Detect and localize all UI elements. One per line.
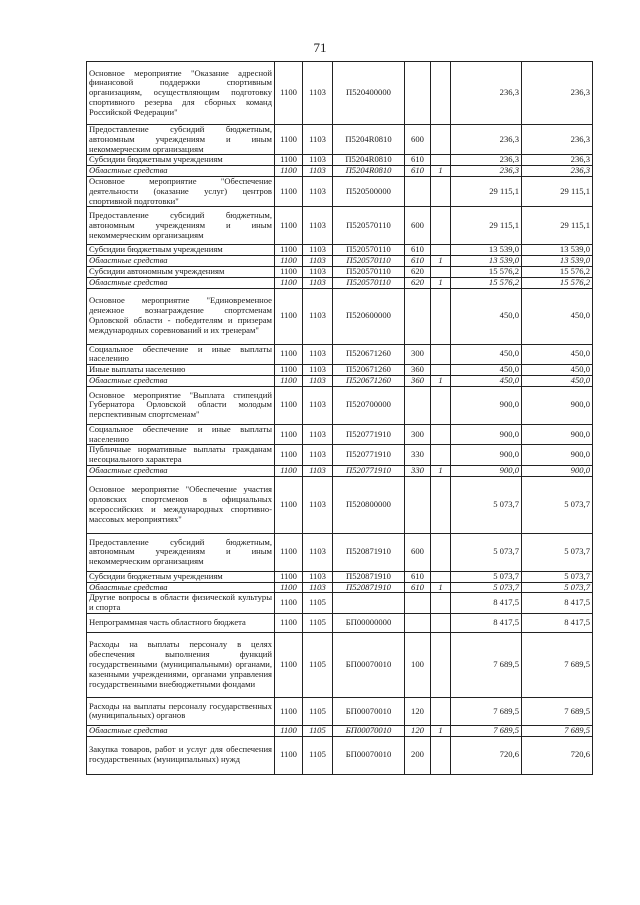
row-name: Предоставление субсидий бюджетным, автономным учреждениям и иным некоммерческим организациям (87, 533, 275, 571)
funding-source-code (431, 445, 451, 466)
section-code: 1100 (275, 593, 303, 614)
table-row (87, 344, 593, 365)
table-row (87, 571, 593, 582)
table-row (87, 582, 593, 593)
funding-source-code (431, 593, 451, 614)
subsection-code: 1103 (303, 166, 333, 177)
funding-source-code: 1 (431, 375, 451, 386)
subsection-code: 1103 (303, 155, 333, 166)
row-name: Публичные нормативные выплаты гражданам несоциального характера (87, 445, 275, 466)
target-article-code: П5204R0810 (333, 125, 405, 155)
expense-type-code: 200 (405, 736, 431, 774)
expense-type-code (405, 176, 431, 206)
row-name: Основное мероприятие "Оказание адресной финансовой поддержки спортивным организациям, осуществляющим подготовку спортивного резерва для сборных команд Российской Федерации" (87, 62, 275, 125)
funding-source-code (431, 365, 451, 376)
table-row (87, 613, 593, 632)
amount-2: 900,0 (522, 445, 593, 466)
expense-type-code (405, 613, 431, 632)
section-code: 1100 (275, 533, 303, 571)
row-name: Другие вопросы в области физической культуры и спорта (87, 593, 275, 614)
funding-source-code: 1 (431, 166, 451, 177)
row-name: Субсидии автономным учреждениям (87, 266, 275, 277)
expense-type-code: 610 (405, 582, 431, 593)
row-name: Социальное обеспечение и иные выплаты населению (87, 344, 275, 365)
target-article-code: БП00070010 (333, 736, 405, 774)
table-row (87, 125, 593, 155)
target-article-code: П520500000 (333, 176, 405, 206)
target-article-code: П520800000 (333, 476, 405, 533)
subsection-code: 1103 (303, 288, 333, 344)
amount-1: 236,3 (451, 62, 522, 125)
subsection-code: 1103 (303, 386, 333, 424)
amount-1: 450,0 (451, 375, 522, 386)
expense-type-code (405, 386, 431, 424)
funding-source-code (431, 125, 451, 155)
table-row (87, 62, 593, 125)
section-code: 1100 (275, 155, 303, 166)
amount-2: 5 073,7 (522, 476, 593, 533)
expense-type-code: 610 (405, 571, 431, 582)
expense-type-code (405, 593, 431, 614)
table-row (87, 465, 593, 476)
table-row (87, 476, 593, 533)
section-code: 1100 (275, 582, 303, 593)
funding-source-code (431, 424, 451, 445)
expense-type-code: 360 (405, 375, 431, 386)
funding-source-code (431, 245, 451, 256)
table-row (87, 736, 593, 774)
subsection-code: 1105 (303, 697, 333, 725)
expense-type-code: 610 (405, 256, 431, 267)
expense-type-code: 120 (405, 725, 431, 736)
expense-type-code: 300 (405, 344, 431, 365)
expense-type-code: 600 (405, 207, 431, 245)
table-row (87, 424, 593, 445)
amount-1: 29 115,1 (451, 176, 522, 206)
section-code: 1100 (275, 176, 303, 206)
amount-1: 7 689,5 (451, 697, 522, 725)
target-article-code: П520771910 (333, 445, 405, 466)
table-row (87, 277, 593, 288)
row-name: Областные средства (87, 465, 275, 476)
amount-2: 29 115,1 (522, 207, 593, 245)
target-article-code: П5204R0810 (333, 166, 405, 177)
expense-type-code: 620 (405, 277, 431, 288)
funding-source-code: 1 (431, 582, 451, 593)
amount-2: 5 073,7 (522, 533, 593, 571)
amount-2: 900,0 (522, 386, 593, 424)
expense-type-code (405, 288, 431, 344)
funding-source-code (431, 288, 451, 344)
funding-source-code: 1 (431, 277, 451, 288)
target-article-code: П5204R0810 (333, 155, 405, 166)
amount-2: 236,3 (522, 62, 593, 125)
target-article-code: БП00070010 (333, 725, 405, 736)
target-article-code: П520570110 (333, 256, 405, 267)
target-article-code: П520671260 (333, 375, 405, 386)
table-row (87, 365, 593, 376)
table-row (87, 207, 593, 245)
funding-source-code (431, 207, 451, 245)
row-name: Непрограммная часть областного бюджета (87, 613, 275, 632)
funding-source-code (431, 62, 451, 125)
expense-type-code: 100 (405, 632, 431, 697)
amount-2: 236,3 (522, 166, 593, 177)
row-name: Областные средства (87, 256, 275, 267)
section-code: 1100 (275, 62, 303, 125)
table-row (87, 386, 593, 424)
amount-2: 450,0 (522, 288, 593, 344)
amount-2: 720,6 (522, 736, 593, 774)
section-code: 1100 (275, 736, 303, 774)
amount-1: 900,0 (451, 386, 522, 424)
amount-1: 29 115,1 (451, 207, 522, 245)
table-row (87, 533, 593, 571)
target-article-code: БП00000000 (333, 613, 405, 632)
subsection-code: 1105 (303, 613, 333, 632)
table-row (87, 697, 593, 725)
expense-type-code (405, 476, 431, 533)
subsection-code: 1103 (303, 465, 333, 476)
section-code: 1100 (275, 344, 303, 365)
row-name: Областные средства (87, 375, 275, 386)
amount-1: 15 576,2 (451, 277, 522, 288)
row-name: Основное мероприятие "Единовременное денежное вознаграждение спортсменам Орловской области - победителям и призерам международных соревнований и их тренерам" (87, 288, 275, 344)
expense-type-code: 300 (405, 424, 431, 445)
amount-1: 7 689,5 (451, 632, 522, 697)
funding-source-code: 1 (431, 465, 451, 476)
subsection-code: 1103 (303, 533, 333, 571)
amount-2: 13 539,0 (522, 245, 593, 256)
amount-2: 15 576,2 (522, 277, 593, 288)
target-article-code: П520570110 (333, 266, 405, 277)
amount-2: 7 689,5 (522, 697, 593, 725)
funding-source-code (431, 613, 451, 632)
amount-1: 5 073,7 (451, 571, 522, 582)
funding-source-code (431, 736, 451, 774)
target-article-code: П520570110 (333, 245, 405, 256)
expense-type-code: 610 (405, 155, 431, 166)
target-article-code: П520671260 (333, 344, 405, 365)
amount-1: 15 576,2 (451, 266, 522, 277)
row-name: Областные средства (87, 277, 275, 288)
target-article-code: П520771910 (333, 465, 405, 476)
section-code: 1100 (275, 245, 303, 256)
row-name: Областные средства (87, 582, 275, 593)
amount-1: 5 073,7 (451, 582, 522, 593)
expense-type-code: 330 (405, 465, 431, 476)
row-name: Областные средства (87, 725, 275, 736)
row-name: Иные выплаты населению (87, 365, 275, 376)
target-article-code: П520871910 (333, 533, 405, 571)
section-code: 1100 (275, 266, 303, 277)
amount-2: 13 539,0 (522, 256, 593, 267)
amount-2: 8 417,5 (522, 593, 593, 614)
amount-2: 5 073,7 (522, 571, 593, 582)
row-name: Закупка товаров, работ и услуг для обеспечения государственных (муниципальных) нужд (87, 736, 275, 774)
row-name: Основное мероприятие "Обеспечение участия орловских спортсменов в официальных всероссийских и международных спортивно-массовых мероприятиях" (87, 476, 275, 533)
row-name: Основное мероприятие "Выплата стипендий Губернатора Орловской области молодым перспективным спортсменам" (87, 386, 275, 424)
section-code: 1100 (275, 613, 303, 632)
amount-1: 13 539,0 (451, 256, 522, 267)
row-name: Субсидии бюджетным учреждениям (87, 571, 275, 582)
subsection-code: 1105 (303, 632, 333, 697)
funding-source-code (431, 266, 451, 277)
amount-2: 236,3 (522, 155, 593, 166)
target-article-code: П520871910 (333, 582, 405, 593)
section-code: 1100 (275, 256, 303, 267)
subsection-code: 1103 (303, 277, 333, 288)
table-row (87, 375, 593, 386)
expense-type-code: 600 (405, 125, 431, 155)
section-code: 1100 (275, 725, 303, 736)
subsection-code: 1103 (303, 62, 333, 125)
amount-1: 236,3 (451, 166, 522, 177)
section-code: 1100 (275, 424, 303, 445)
table-row (87, 725, 593, 736)
table-row (87, 245, 593, 256)
row-name: Субсидии бюджетным учреждениям (87, 155, 275, 166)
subsection-code: 1103 (303, 207, 333, 245)
table-row (87, 256, 593, 267)
subsection-code: 1105 (303, 593, 333, 614)
subsection-code: 1103 (303, 476, 333, 533)
amount-2: 8 417,5 (522, 613, 593, 632)
table-row (87, 266, 593, 277)
expense-type-code: 330 (405, 445, 431, 466)
amount-1: 7 689,5 (451, 725, 522, 736)
subsection-code: 1103 (303, 424, 333, 445)
expense-type-code: 360 (405, 365, 431, 376)
row-name: Субсидии бюджетным учреждениям (87, 245, 275, 256)
expense-type-code (405, 62, 431, 125)
amount-1: 450,0 (451, 344, 522, 365)
section-code: 1100 (275, 445, 303, 466)
amount-1: 450,0 (451, 288, 522, 344)
table-row (87, 632, 593, 697)
page-number: 71 (313, 40, 327, 55)
section-code: 1100 (275, 207, 303, 245)
section-code: 1100 (275, 697, 303, 725)
subsection-code: 1103 (303, 582, 333, 593)
subsection-code: 1103 (303, 375, 333, 386)
funding-source-code (431, 533, 451, 571)
amount-2: 450,0 (522, 365, 593, 376)
amount-2: 7 689,5 (522, 725, 593, 736)
row-name: Предоставление субсидий бюджетным, автономным учреждениям и иным некоммерческим организациям (87, 125, 275, 155)
table-row (87, 176, 593, 206)
expense-type-code: 620 (405, 266, 431, 277)
amount-2: 450,0 (522, 375, 593, 386)
section-code: 1100 (275, 476, 303, 533)
amount-2: 7 689,5 (522, 632, 593, 697)
amount-1: 900,0 (451, 424, 522, 445)
target-article-code: П520871910 (333, 571, 405, 582)
section-code: 1100 (275, 125, 303, 155)
amount-2: 15 576,2 (522, 266, 593, 277)
target-article-code: П520400000 (333, 62, 405, 125)
subsection-code: 1105 (303, 736, 333, 774)
amount-2: 29 115,1 (522, 176, 593, 206)
amount-2: 236,3 (522, 125, 593, 155)
table-row (87, 593, 593, 614)
amount-1: 900,0 (451, 445, 522, 466)
subsection-code: 1103 (303, 365, 333, 376)
subsection-code: 1103 (303, 266, 333, 277)
amount-2: 900,0 (522, 424, 593, 445)
section-code: 1100 (275, 166, 303, 177)
table-row (87, 155, 593, 166)
funding-source-code (431, 632, 451, 697)
amount-1: 5 073,7 (451, 533, 522, 571)
amount-1: 450,0 (451, 365, 522, 376)
funding-source-code (431, 386, 451, 424)
subsection-code: 1103 (303, 245, 333, 256)
subsection-code: 1103 (303, 344, 333, 365)
target-article-code: БП00070010 (333, 632, 405, 697)
amount-1: 236,3 (451, 125, 522, 155)
row-name: Социальное обеспечение и иные выплаты населению (87, 424, 275, 445)
target-article-code: П520600000 (333, 288, 405, 344)
section-code: 1100 (275, 288, 303, 344)
amount-2: 450,0 (522, 344, 593, 365)
section-code: 1100 (275, 465, 303, 476)
section-code: 1100 (275, 375, 303, 386)
funding-source-code (431, 697, 451, 725)
section-code: 1100 (275, 632, 303, 697)
funding-source-code (431, 571, 451, 582)
target-article-code: БП00070010 (333, 697, 405, 725)
subsection-code: 1103 (303, 445, 333, 466)
amount-1: 13 539,0 (451, 245, 522, 256)
expense-type-code: 600 (405, 533, 431, 571)
row-name: Расходы на выплаты персоналу в целях обеспечения выполнения функций государственными (муниципальными) органами, казенными учреждениями, органами управления государственными внебюджетными фондами (87, 632, 275, 697)
target-article-code: П520700000 (333, 386, 405, 424)
table-row (87, 288, 593, 344)
subsection-code: 1103 (303, 571, 333, 582)
target-article-code: П520570110 (333, 207, 405, 245)
row-name: Областные средства (87, 166, 275, 177)
table-row (87, 445, 593, 466)
expense-type-code: 120 (405, 697, 431, 725)
funding-source-code (431, 344, 451, 365)
section-code: 1100 (275, 365, 303, 376)
budget-table (86, 61, 593, 775)
target-article-code: П520771910 (333, 424, 405, 445)
funding-source-code (431, 476, 451, 533)
amount-1: 720,6 (451, 736, 522, 774)
section-code: 1100 (275, 386, 303, 424)
amount-1: 900,0 (451, 465, 522, 476)
funding-source-code (431, 176, 451, 206)
expense-type-code: 610 (405, 166, 431, 177)
section-code: 1100 (275, 277, 303, 288)
row-name: Расходы на выплаты персоналу государственных (муниципальных) органов (87, 697, 275, 725)
amount-2: 900,0 (522, 465, 593, 476)
subsection-code: 1103 (303, 176, 333, 206)
target-article-code: П520671260 (333, 365, 405, 376)
target-article-code: П520570110 (333, 277, 405, 288)
amount-1: 236,3 (451, 155, 522, 166)
amount-1: 8 417,5 (451, 593, 522, 614)
subsection-code: 1105 (303, 725, 333, 736)
funding-source-code: 1 (431, 725, 451, 736)
subsection-code: 1103 (303, 256, 333, 267)
funding-source-code: 1 (431, 256, 451, 267)
amount-1: 8 417,5 (451, 613, 522, 632)
row-name: Предоставление субсидий бюджетным, автономным учреждениям и иным некоммерческим организациям (87, 207, 275, 245)
subsection-code: 1103 (303, 125, 333, 155)
section-code: 1100 (275, 571, 303, 582)
amount-1: 5 073,7 (451, 476, 522, 533)
table-row (87, 166, 593, 177)
funding-source-code (431, 155, 451, 166)
target-article-code (333, 593, 405, 614)
expense-type-code: 610 (405, 245, 431, 256)
amount-2: 5 073,7 (522, 582, 593, 593)
row-name: Основное мероприятие "Обеспечение деятельности (оказание услуг) центров спортивной подготовки" (87, 176, 275, 206)
